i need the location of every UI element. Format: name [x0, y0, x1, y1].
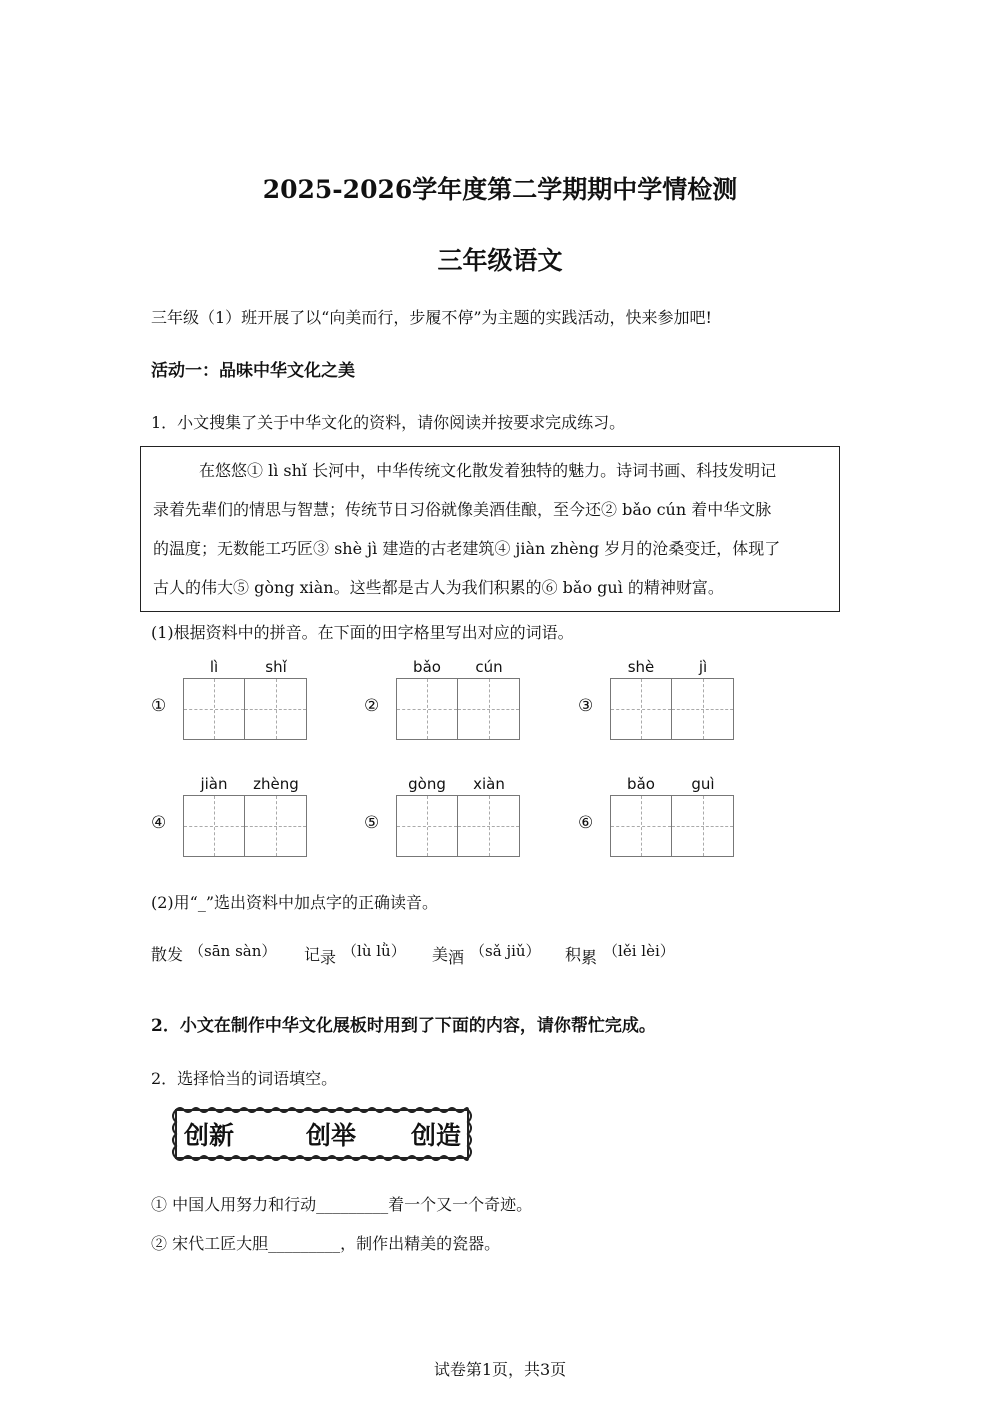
tianzige-cell[interactable]: [610, 795, 672, 857]
exam-title: 2025-2026学年度第二学期期中学情检测: [262, 175, 738, 204]
pinyin-label: shè: [627, 658, 655, 676]
sub2-prompt: (2)用“_”选出资料中加点字的正确读音。: [151, 893, 439, 912]
question1-prompt: 1．小文搜集了关于中华文化的资料，请你阅读并按要求完成练习。: [151, 413, 626, 432]
choice-word: 美: [432, 945, 449, 964]
grid-number: ④: [151, 813, 167, 833]
passage-line: 录着先辈们的情思与智慧；传统节日习俗就像美酒佳酿，至今还② bǎo cún 着中华文脉: [153, 500, 772, 519]
choice-word-dotted: 录: [320, 948, 337, 967]
sub1-prompt: (1)根据资料中的拼音。在下面的田字格里写出对应的词语。: [151, 623, 574, 642]
grid-number: ⑥: [578, 813, 594, 833]
pronunciation-choice-3: [432, 942, 541, 965]
passage-line: 古人的伟大⑤ gòng xiàn。这些都是古人为我们积累的⑥ bǎo guì 的精神财富。: [153, 578, 724, 597]
pronunciation-choice-4: [565, 942, 675, 965]
choice-word-dotted: 累: [581, 948, 598, 967]
exam-subtitle: 三年级语文: [437, 246, 563, 275]
tianzige-cell[interactable]: [396, 678, 458, 740]
fill-blank-1[interactable]: ① 中国人用努力和行动_________着一个又一个奇迹。: [151, 1195, 533, 1214]
choice-word: 记: [304, 945, 321, 964]
pronunciation-choice-1: [151, 942, 276, 965]
tianzige-cell[interactable]: [183, 678, 245, 740]
choice-options[interactable]: （lěi lèi）: [603, 942, 675, 960]
intro-text: 三年级（1）班开展了以“向美而行，步履不停”为主题的实践活动，快来参加吧!: [151, 308, 712, 327]
activity1-heading: 活动一：品味中华文化之美: [151, 361, 355, 381]
page-footer: 试卷第1页，共3页: [433, 1360, 567, 1379]
passage-line: 的温度；无数能工巧匠③ shè jì 建造的古老建筑④ jiàn zhèng 岁月的沧桑变迁，体现了: [153, 539, 781, 558]
tianzige-cell[interactable]: [245, 795, 307, 857]
pinyin-label: bǎo: [413, 658, 441, 676]
tianzige-cell[interactable]: [458, 795, 520, 857]
tianzige-cell[interactable]: [458, 678, 520, 740]
word-banner: [168, 1104, 476, 1164]
grid-number: ①: [151, 696, 167, 716]
pinyin-label: jì: [698, 658, 708, 676]
pronunciation-choice-2: [304, 942, 406, 965]
pinyin-label: bǎo: [627, 775, 655, 793]
choice-options[interactable]: （sǎ jiǔ）: [470, 942, 541, 960]
tianzige-cell[interactable]: [672, 678, 734, 740]
banner-word: 创新: [184, 1121, 235, 1150]
tianzige-cell[interactable]: [610, 678, 672, 740]
grid-number: ⑤: [364, 813, 380, 833]
pinyin-label: jiàn: [200, 775, 228, 793]
pinyin-label: gòng: [408, 775, 446, 793]
pinyin-label: cún: [475, 658, 503, 676]
passage-box: [140, 446, 840, 612]
choice-word-dotted: 发: [167, 945, 184, 964]
choice-options[interactable]: （sān sàn）: [189, 942, 277, 960]
tianzige-cell[interactable]: [183, 795, 245, 857]
tianzige-cell[interactable]: [245, 678, 307, 740]
choice-options[interactable]: （lù lǜ）: [342, 942, 406, 960]
fill-blank-2[interactable]: ② 宋代工匠大胆_________，制作出精美的瓷器。: [151, 1234, 501, 1253]
banner-word: 创造: [411, 1121, 462, 1150]
question2-heading: 2．小文在制作中华文化展板时用到了下面的内容，请你帮忙完成。: [151, 1016, 656, 1036]
pinyin-label: xiàn: [473, 775, 505, 793]
passage-line: 在悠悠① lì shǐ 长河中，中华传统文化散发着独特的魅力。诗词书画、科技发明记: [199, 461, 777, 480]
pinyin-label: zhèng: [253, 775, 299, 793]
choice-word-dotted: 酒: [448, 948, 465, 967]
choice-word: 积: [565, 945, 582, 964]
grid-number: ③: [578, 696, 594, 716]
pinyin-label: shǐ: [265, 658, 287, 676]
tianzige-cell[interactable]: [672, 795, 734, 857]
choice-word: 散: [151, 945, 168, 964]
banner-word: 创举: [306, 1121, 357, 1150]
grid-number: ②: [364, 696, 380, 716]
pinyin-label: lì: [209, 658, 219, 676]
question2-sub-prompt: 2．选择恰当的词语填空。: [151, 1069, 338, 1088]
pinyin-label: guì: [691, 775, 715, 793]
tianzige-cell[interactable]: [396, 795, 458, 857]
